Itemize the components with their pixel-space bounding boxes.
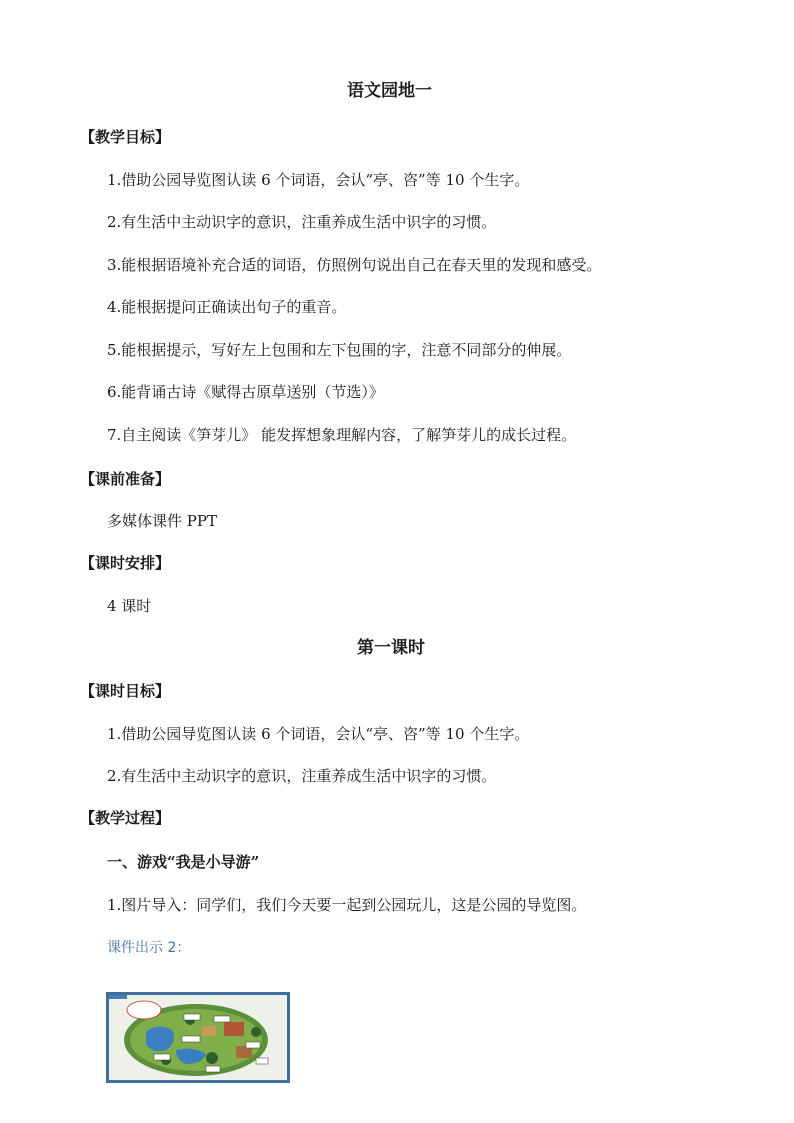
map-sign <box>206 1066 220 1072</box>
lesson-title: 第一课时 <box>357 638 425 658</box>
process-heading: 【教学过程】 <box>80 809 171 827</box>
objective-item: 1.借助公园导览图认读 6 个词语，会认“亭、咨”等 10 个生字。 <box>107 171 530 189</box>
step-text: 1.图片导入：同学们，我们今天要一起到公园玩儿，这是公园的导览图。 <box>107 896 587 914</box>
prep-text: 多媒体课件 PPT <box>107 512 217 530</box>
objective-item: 2.有生活中主动识字的意识，注重养成生活中识字的习惯。 <box>107 213 497 231</box>
section-title: 一、游戏“我是小导游” <box>107 853 260 871</box>
schedule-text: 4 课时 <box>107 597 152 615</box>
prep-heading: 【课前准备】 <box>80 470 171 488</box>
objective-item: 3.能根据语境补充合适的词语，仿照例句说出自己在春天里的发现和感受。 <box>107 256 602 274</box>
courseware-note: 课件出示 2： <box>107 940 191 956</box>
lesson-objective-item: 1.借助公园导览图认读 6 个词语，会认“亭、咨”等 10 个生字。 <box>107 725 530 743</box>
building <box>224 1022 244 1036</box>
lesson-objectives-heading: 【课时目标】 <box>80 682 171 700</box>
park-map-image <box>106 992 290 1083</box>
objectives-heading: 【教学目标】 <box>80 128 171 146</box>
objective-item: 4.能根据提问正确读出句子的重音。 <box>107 298 347 316</box>
map-sign <box>256 1058 268 1064</box>
map-sign <box>182 1036 200 1042</box>
map-sign <box>246 1042 260 1048</box>
schedule-heading: 【课时安排】 <box>80 554 171 572</box>
map-sign <box>184 1014 200 1020</box>
document-title: 语文园地一 <box>347 81 432 101</box>
objective-item: 6.能背诵古诗《赋得古原草送别（节选）》 <box>107 383 384 401</box>
speech-bubble <box>127 1001 161 1019</box>
objective-item: 5.能根据提示，写好左上包围和左下包围的字，注意不同部分的伸展。 <box>107 341 572 359</box>
objective-item: 7.自主阅读《笋芽儿》 能发挥想象理解内容，了解笋芽儿的成长过程。 <box>107 426 577 444</box>
map-sign <box>154 1054 170 1060</box>
map-sign <box>214 1016 230 1022</box>
lesson-objective-item: 2.有生活中主动识字的意识，注重养成生活中识字的习惯。 <box>107 767 497 785</box>
